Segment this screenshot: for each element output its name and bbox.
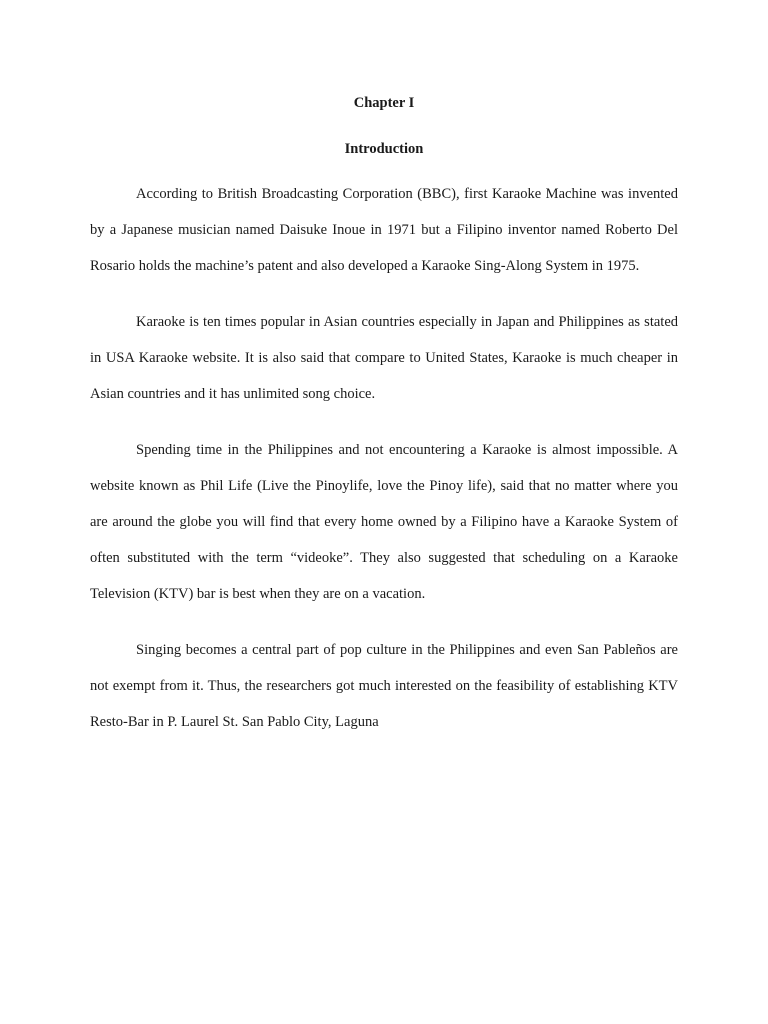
paragraph-3: Spending time in the Philippines and not encountering a Karaoke is almost impossible. A website known as Phil Life (Live the Pinoylife, love the Pinoy life), said that no matter where you are around the globe you will find that every home owned by a Filipino have a Karaoke System of often substituted with the term “videoke”. They also suggested that scheduling on a Karaoke Television (KTV) bar is best when they are on a vacation. [90,442,678,602]
paragraph-4: Singing becomes a central part of pop culture in the Philippines and even San Pableños are not exempt from it. Thus, the researchers got much interested on the feasibility of establishing KTV Resto-Bar in P. Laurel St. San Pablo City, Laguna [90,642,678,730]
chapter-title: Chapter I [353,95,415,111]
section-heading: Introduction [344,141,424,157]
paragraph-2: Karaoke is ten times popular in Asian countries especially in Japan and Philippines as stated in USA Karaoke website. It is also said that compare to United States, Karaoke is much cheaper in Asian countries and it has unlimited song choice. [90,314,678,402]
document-body [90,176,678,760]
paragraph-1: According to British Broadcasting Corporation (BBC), first Karaoke Machine was invented by a Japanese musician named Daisuke Inoue in 1971 but a Filipino inventor named Roberto Del Rosario holds the machine’s patent and also developed a Karaoke Sing-Along System in 1975. [90,186,678,274]
